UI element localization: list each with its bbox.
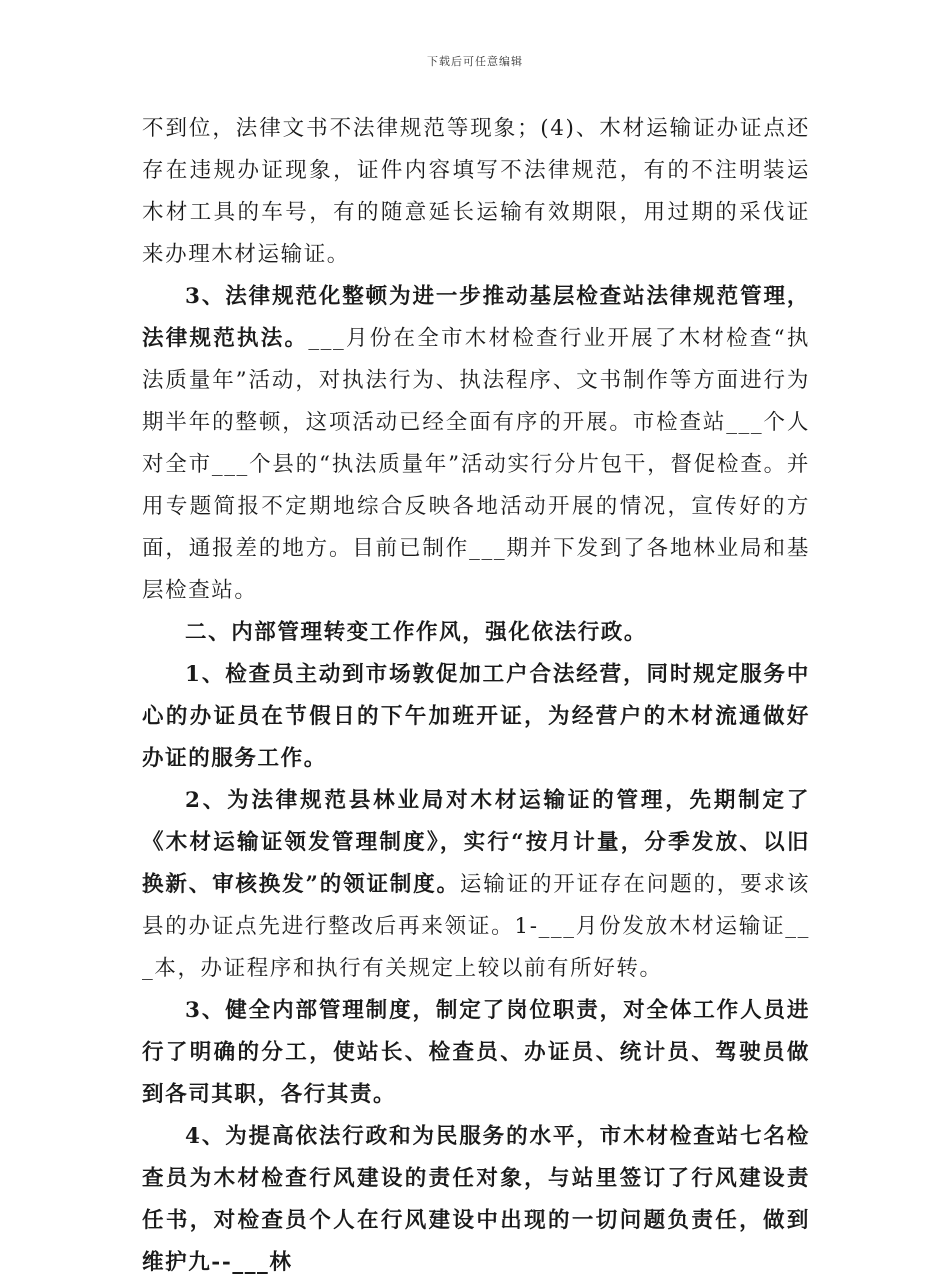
paragraph-5-heading: 3、健全内部管理制度，制定了岗位职责，对全体工作人员进行了明确的分工，使站长、检查员、办证员、统计员、驾驶员做到各司其职，各行其责。 — [142, 998, 810, 1107]
paragraph-6 — [142, 1116, 810, 1284]
paragraph-3-heading: 1、检查员主动到市场敦促加工户合法经营，同时规定服务中心的办证员在节假日的下午加班开证，为经营户的木材流通做好办证的服务工作。 — [142, 662, 810, 771]
section-heading-2-text: 二、内部管理转变工作作风，强化依法行政。 — [185, 620, 648, 645]
paragraph-4 — [142, 780, 810, 990]
paragraph-1 — [142, 108, 810, 276]
paragraph-3 — [142, 654, 810, 780]
paragraph-2-heading: 3、法律规范化整顿为进一步推动基层检查站法律规范管理，法律规范执法。 — [142, 284, 810, 351]
page-header-note: 下载后可任意编辑 — [427, 55, 523, 68]
paragraph-2 — [142, 276, 810, 612]
section-heading-2 — [142, 612, 810, 654]
paragraph-2-text: ___月份在全市木材检查行业开展了木材检查“执法质量年”活动，对执法行为、执法程序、文书制作等方面进行为期半年的整顿，这项活动已经全面有序的开展。市检查站___个人对全市___个县的“执法质量年”活动实行分片包干，督促检查。并用专题简报不定期地综合反映各地活动开展的情况，宣传好的方面，通报差的地方。目前已制作___期并下发到了各地林业局和基层检查站。 — [142, 326, 811, 603]
paragraph-1-text: 不到位，法律文书不法律规范等现象；(4)、木材运输证办证点还存在违规办证现象，证件内容填写不法律规范，有的不注明装运木材工具的车号，有的随意延长运输有效期限，用过期的采伐证来办理木材运输证。 — [142, 116, 810, 267]
paragraph-4-heading: 2、为法律规范县林业局对木材运输证的管理，先期制定了《木材运输证领发管理制度》，实行“按月计量，分季发放、以旧换新、审核换发”的领证制度。 — [142, 788, 810, 897]
document-body — [142, 108, 810, 1284]
paragraph-4-text: 运输证的开证存在问题的，要求该县的办证点先进行整改后再来领证。1-___月份发放木材运输证___本，办证程序和执行有关规定上较以前有所好转。 — [142, 872, 810, 981]
paragraph-5 — [142, 990, 810, 1116]
paragraph-6-heading: 4、为提高依法行政和为民服务的水平，市木材检查站七名检查员为木材检查行风建设的责任对象，与站里签订了行风建设责任书，对检查员个人在行风建设中出现的一切问题负责任，做到维护九--___林 — [142, 1124, 810, 1275]
